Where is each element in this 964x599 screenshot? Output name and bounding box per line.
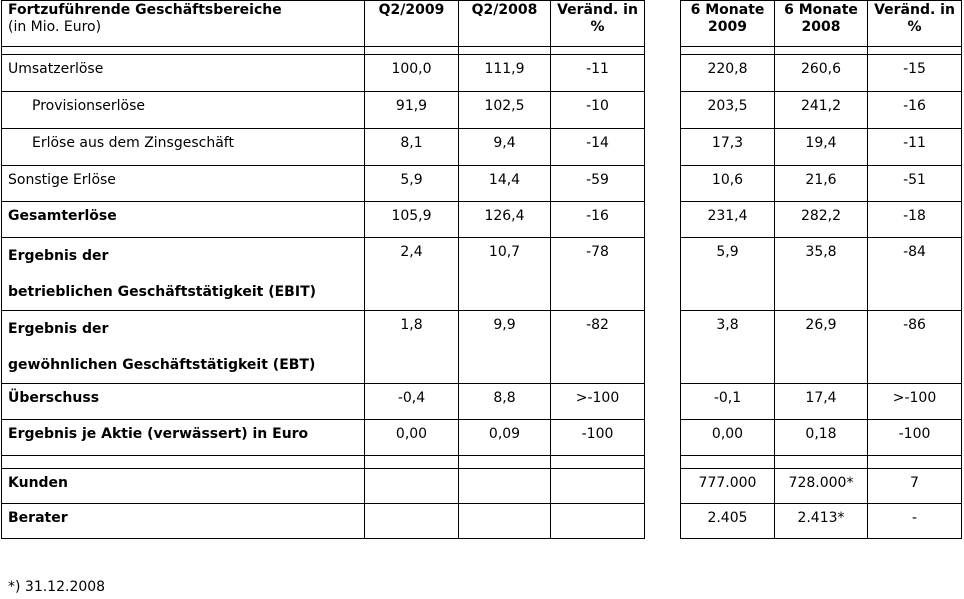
cell: - xyxy=(868,504,962,539)
cell: 14,4 xyxy=(459,166,551,202)
row-label: Ergebnis je Aktie (verwässert) in Euro xyxy=(2,420,365,456)
table-row xyxy=(2,166,962,202)
row-label: Provisionserlöse xyxy=(2,92,365,129)
cell: 126,4 xyxy=(459,202,551,238)
header-row xyxy=(2,1,962,47)
financial-table xyxy=(1,0,962,539)
row-label xyxy=(2,311,365,384)
cell: 282,2 xyxy=(775,202,868,238)
col-header-q2-2009: Q2/2009 xyxy=(365,1,459,47)
cell: 21,6 xyxy=(775,166,868,202)
cell: 35,8 xyxy=(775,238,868,311)
col-header-change-6m: Veränd. in % xyxy=(868,1,962,47)
row-label: Überschuss xyxy=(2,384,365,420)
header-label-cell xyxy=(2,1,365,47)
cell: 260,6 xyxy=(775,55,868,92)
table-row xyxy=(2,92,962,129)
cell: 17,3 xyxy=(681,129,775,166)
col-header-6m-2009: 6 Monate 2009 xyxy=(681,1,775,47)
cell: 1,8 xyxy=(365,311,459,384)
row-label: Umsatzerlöse xyxy=(2,55,365,92)
cell: 241,2 xyxy=(775,92,868,129)
cell: -0,4 xyxy=(365,384,459,420)
cell: 8,8 xyxy=(459,384,551,420)
cell: 3,8 xyxy=(681,311,775,384)
cell: -16 xyxy=(868,92,962,129)
cell: -51 xyxy=(868,166,962,202)
col-header-q2-2008: Q2/2008 xyxy=(459,1,551,47)
cell: 203,5 xyxy=(681,92,775,129)
row-label-line: betrieblichen Geschäftstätigkeit (EBIT) xyxy=(8,284,317,300)
row-label: Erlöse aus dem Zinsgeschäft xyxy=(2,129,365,166)
table-row xyxy=(2,238,962,311)
cell xyxy=(551,469,645,504)
cell: 100,0 xyxy=(365,55,459,92)
footnote: *) 31.12.2008 xyxy=(8,579,106,595)
cell: 9,9 xyxy=(459,311,551,384)
cell: -16 xyxy=(551,202,645,238)
cell xyxy=(459,504,551,539)
cell: -0,1 xyxy=(681,384,775,420)
cell: -11 xyxy=(551,55,645,92)
cell: 5,9 xyxy=(681,238,775,311)
cell: -14 xyxy=(551,129,645,166)
cell: -15 xyxy=(868,55,962,92)
cell: -82 xyxy=(551,311,645,384)
cell: 111,9 xyxy=(459,55,551,92)
table-row xyxy=(2,202,962,238)
cell: 2.413* xyxy=(775,504,868,539)
cell: 0,09 xyxy=(459,420,551,456)
table-row xyxy=(2,469,962,504)
cell: -78 xyxy=(551,238,645,311)
cell: 9,4 xyxy=(459,129,551,166)
cell: -86 xyxy=(868,311,962,384)
table-row xyxy=(2,504,962,539)
cell xyxy=(551,504,645,539)
cell: 17,4 xyxy=(775,384,868,420)
cell: -10 xyxy=(551,92,645,129)
cell: 10,6 xyxy=(681,166,775,202)
cell: 728.000* xyxy=(775,469,868,504)
table-row xyxy=(2,420,962,456)
cell: 102,5 xyxy=(459,92,551,129)
row-label-line: gewöhnlichen Geschäftstätigkeit (EBT) xyxy=(8,357,316,373)
cell xyxy=(365,469,459,504)
cell: 0,00 xyxy=(681,420,775,456)
table-row xyxy=(2,311,962,384)
row-label xyxy=(2,238,365,311)
cell xyxy=(459,469,551,504)
cell: 220,8 xyxy=(681,55,775,92)
cell: 231,4 xyxy=(681,202,775,238)
cell: 26,9 xyxy=(775,311,868,384)
cell: -100 xyxy=(868,420,962,456)
row-label-line: Ergebnis der xyxy=(8,321,109,337)
row-label: Berater xyxy=(2,504,365,539)
cell: -59 xyxy=(551,166,645,202)
cell: 777.000 xyxy=(681,469,775,504)
cell: 2.405 xyxy=(681,504,775,539)
cell: 19,4 xyxy=(775,129,868,166)
table-subtitle: (in Mio. Euro) xyxy=(8,19,102,35)
cell: -84 xyxy=(868,238,962,311)
cell: 91,9 xyxy=(365,92,459,129)
table-title: Fortzuführende Geschäftsbereiche xyxy=(8,2,282,18)
row-label: Gesamterlöse xyxy=(2,202,365,238)
cell: -18 xyxy=(868,202,962,238)
cell: -11 xyxy=(868,129,962,166)
col-header-change-q: Veränd. in % xyxy=(551,1,645,47)
cell xyxy=(365,504,459,539)
cell: -100 xyxy=(551,420,645,456)
table-row xyxy=(2,129,962,166)
cell: 8,1 xyxy=(365,129,459,166)
cell: 10,7 xyxy=(459,238,551,311)
row-label-line: Ergebnis der xyxy=(8,248,109,264)
cell: 7 xyxy=(868,469,962,504)
cell: 5,9 xyxy=(365,166,459,202)
cell: >-100 xyxy=(868,384,962,420)
row-label: Kunden xyxy=(2,469,365,504)
cell: 2,4 xyxy=(365,238,459,311)
row-label: Sonstige Erlöse xyxy=(2,166,365,202)
col-header-6m-2008: 6 Monate 2008 xyxy=(775,1,868,47)
cell: 0,18 xyxy=(775,420,868,456)
table-row xyxy=(2,384,962,420)
cell: >-100 xyxy=(551,384,645,420)
cell: 105,9 xyxy=(365,202,459,238)
cell: 0,00 xyxy=(365,420,459,456)
table-row xyxy=(2,55,962,92)
